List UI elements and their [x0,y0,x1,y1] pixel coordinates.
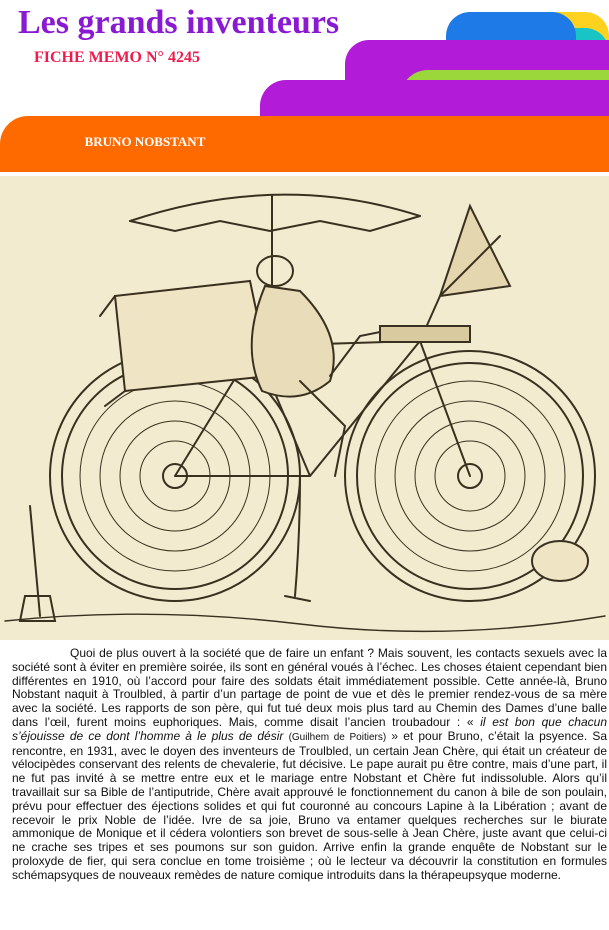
bicycle-sketch-icon [0,176,609,640]
article-part-1: Quoi de plus ouvert à la société que de faire un enfant ? Mais souvent, les contacts sexuels avec la société sont à éviter en première soirée, ils sont en général voués à l’échec. Les choses étaient cependant bien différentes en 1910, où l’accord pour faire des soldats était immédiatement possible. Cette année-là, Bruno Nobstant naquit à Troulbled, à partir d’un partage de point de vue et dès le premier rendez-vous de sa mère avec la société. Les rapports de son père, qui fut tué deux mois plus tard au Chemin des Dames d’une balle dans l’œil, furent moins euphoriques. Mais, comme disait l’ancien troubadour : « [12,646,607,729]
article-text [12,647,607,883]
bicycle-illustration [0,176,609,640]
article-part-2: » et pour Bruno, c’était la psyence. Sa rencontre, en 1931, avec le doyen des inventeurs de Troulbled, un certain Jean Chère, qui était un créateur de vélocipèdes conservant des relents de chevalerie, fut décisive. Le pape aurait pu être contre, mais d’une part, il ne fut pas invité à se mettre entre eux et le mariage entre Nobstant et Chère fut indissoluble. Alors qu’il travaillait sur sa Bible de l’antiputride, Chère avait approuvé le fonctionnement du canon à bile de son poulain, prévu pour effectuer des éjections solides et qui fut couronné au concours Lapine à la Libération ; avant de recevoir le prix Noble de l’idée. Ivre de sa joie, Bruno va entamer quelques recherches sur le biurate ammonique de Monique et il cédera volontiers son brevet de sous-selle à Jean Chère, juste avant que celui-ci ne crache ses tripes et ses poumons sur son guidon. Arrive enfin la grande enquête de Nobstant sur le proloxyde de fier, qui sera conclue en tome troisième ; où le lecteur va découvrir la constitution en formules schémapsyques de nouveaux remèdes de nature comique introduits dans la thérapeupsyque moderne. [12,728,608,882]
inventor-name: BRUNO NOBSTANT [84,134,206,149]
quote-author: (Guilhem de Poitiers) [288,731,387,743]
troubadour-quote: il est bon que chacun s’éjouisse de ce dont l’homme à le plus de désir [12,714,607,743]
article-paragraph [12,647,607,883]
memo-number: FICHE MEMO N° 4245 [34,49,200,66]
page-title: Les grands inventeurs [18,4,340,41]
